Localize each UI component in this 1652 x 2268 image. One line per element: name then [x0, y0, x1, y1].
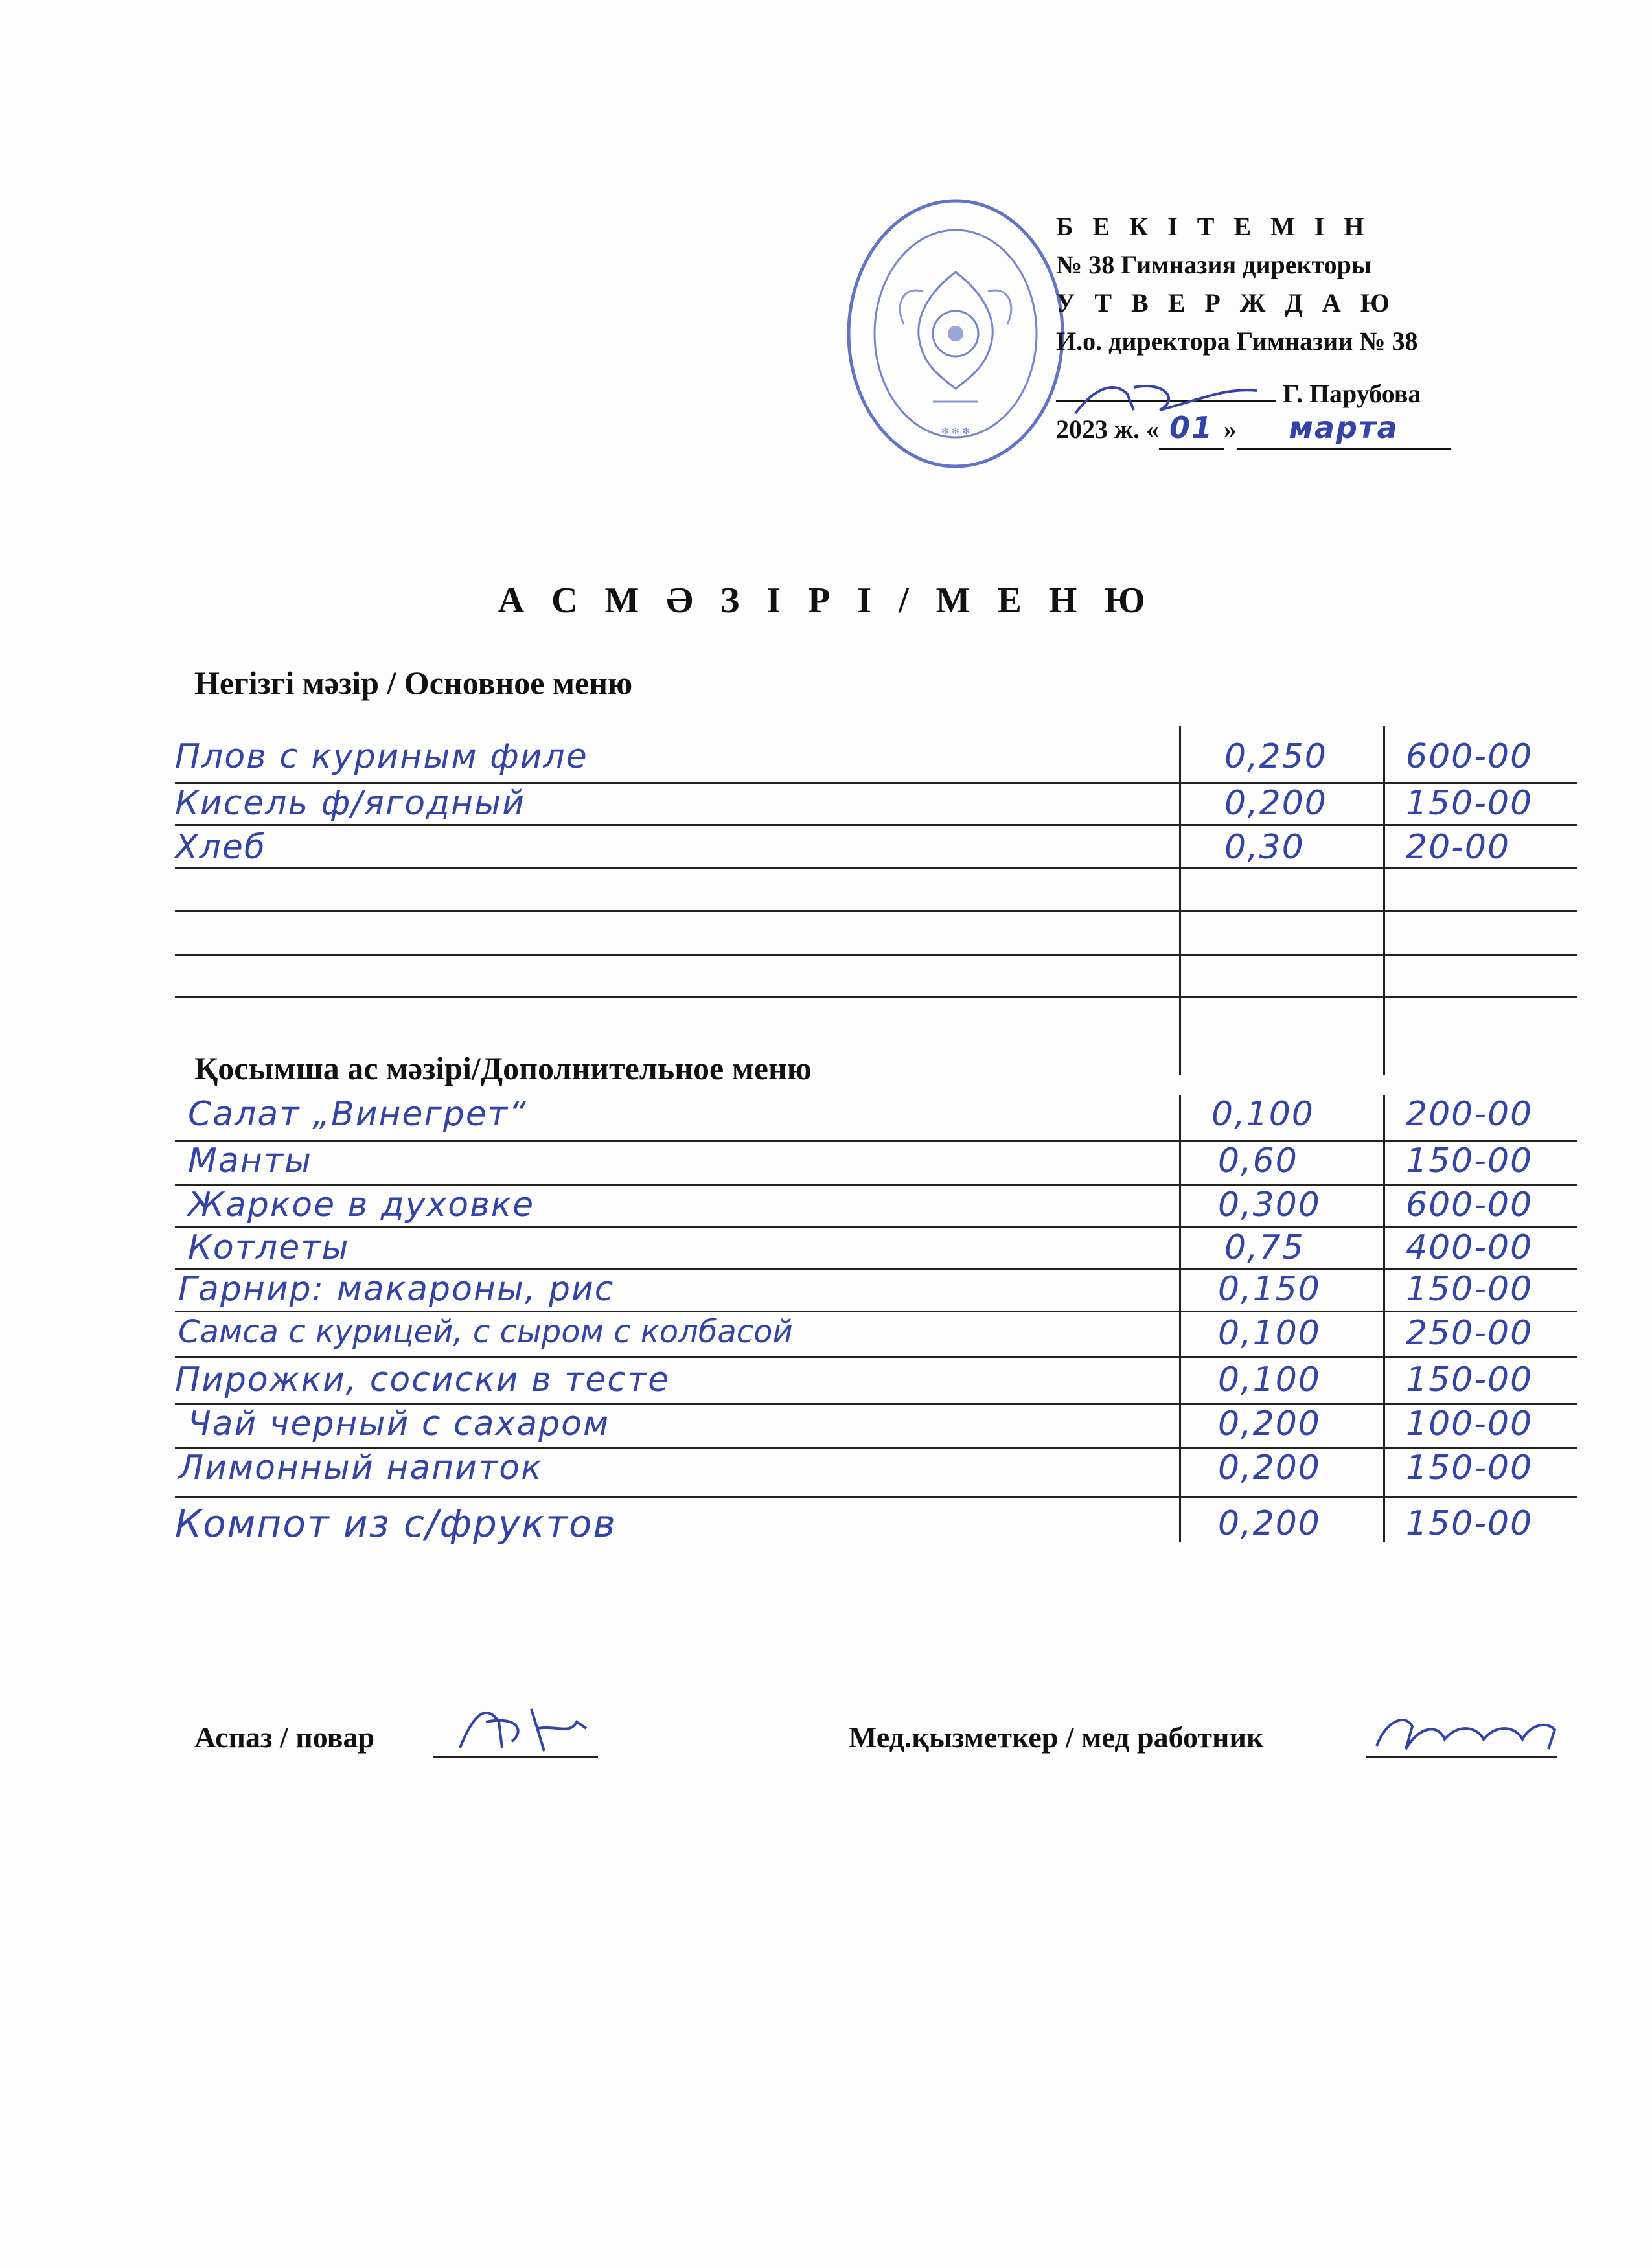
signer-name: Г. Парубова	[1283, 379, 1421, 408]
row-rule	[175, 996, 1577, 998]
director-signature-line	[1056, 400, 1276, 402]
approval-kz-position: № 38 Гимназия директоры	[1056, 250, 1372, 279]
medic-label: Мед.қызметкер / мед работник	[849, 1721, 1264, 1754]
row-rule	[175, 1311, 1577, 1312]
main-column-divider-1	[1179, 726, 1181, 1075]
date-day: 01	[1169, 410, 1214, 445]
extra-item-weight: 0,100	[1218, 1360, 1321, 1399]
medic-signature	[1367, 1701, 1561, 1759]
main-item-price: 600-00	[1406, 737, 1533, 776]
extra-column-divider-1	[1179, 1095, 1181, 1542]
approval-kz-heading: Б Е К І Т Е М І Н	[1056, 212, 1371, 241]
extra-item-weight: 0,300	[1218, 1186, 1321, 1224]
main-item-price: 20-00	[1406, 828, 1511, 867]
main-item-weight: 0,30	[1224, 828, 1305, 867]
menu-title: А С М Ә З І Р І / М Е Н Ю	[498, 580, 1154, 621]
main-column-divider-2	[1383, 726, 1385, 1075]
extra-item-name: Жаркое в духовке	[188, 1186, 535, 1224]
extra-item-name: Гарнир: макароны, рис	[178, 1270, 615, 1309]
row-rule	[175, 824, 1577, 826]
row-rule	[175, 1140, 1577, 1142]
extra-item-price: 100-00	[1406, 1404, 1533, 1443]
row-rule	[175, 1356, 1577, 1358]
extra-item-weight: 0,200	[1218, 1504, 1321, 1543]
extra-item-price: 200-00	[1406, 1095, 1533, 1134]
approval-ru-position: И.о. директора Гимназии № 38	[1056, 326, 1418, 356]
extra-item-price: 150-00	[1406, 1141, 1533, 1180]
extra-item-name: Манты	[188, 1141, 313, 1180]
row-rule	[175, 867, 1577, 869]
extra-item-name: Пирожки, сосиски в тесте	[175, 1360, 671, 1399]
date-mid: »	[1224, 415, 1237, 444]
approval-ru-heading: У Т В Е Р Ж Д А Ю	[1056, 288, 1396, 317]
extra-item-name: Котлеты	[188, 1228, 350, 1267]
row-rule	[175, 1496, 1577, 1498]
extra-item-price: 600-00	[1406, 1186, 1533, 1224]
row-rule	[175, 910, 1577, 912]
extra-item-price: 250-00	[1406, 1314, 1533, 1353]
extra-item-name: Самса с курицей, с сыром с колбасой	[178, 1314, 793, 1350]
extra-item-name: Чай черный с сахаром	[188, 1404, 610, 1443]
main-item-name: Плов с куриным филе	[175, 737, 588, 776]
main-item-name: Хлеб	[175, 828, 266, 867]
extra-item-price: 150-00	[1406, 1270, 1533, 1309]
extra-item-weight: 0,100	[1218, 1314, 1321, 1353]
row-rule	[175, 1226, 1577, 1228]
cook-label: Аспаз / повар	[194, 1721, 375, 1754]
official-stamp	[842, 194, 1069, 473]
director-signature	[1069, 374, 1263, 426]
main-item-price: 150-00	[1406, 784, 1533, 823]
cook-signature	[447, 1696, 609, 1758]
extra-item-weight: 0,200	[1218, 1449, 1321, 1487]
extra-item-price: 150-00	[1406, 1360, 1533, 1399]
date-month: марта	[1289, 410, 1399, 445]
main-section-title: Негізгі мәзір / Основное меню	[194, 665, 633, 701]
extra-item-price: 400-00	[1406, 1228, 1533, 1267]
svg-text:✻ ✻ ✻: ✻ ✻ ✻	[941, 426, 970, 437]
extra-item-price: 150-00	[1406, 1504, 1533, 1543]
row-rule	[175, 954, 1577, 956]
extra-column-divider-2	[1383, 1095, 1385, 1542]
main-item-name: Кисель ф/ягодный	[175, 784, 525, 823]
extra-item-weight: 0,200	[1218, 1404, 1321, 1443]
extra-item-name: Салат „Винегрет“	[188, 1095, 528, 1134]
extra-item-weight: 0,60	[1218, 1141, 1298, 1180]
extra-item-weight: 0,100	[1211, 1095, 1314, 1134]
approval-block	[1056, 207, 1451, 450]
extra-item-name: Компот из с/фруктов	[175, 1502, 617, 1546]
date-prefix: 2023 ж. «	[1056, 415, 1160, 444]
main-item-weight: 0,200	[1224, 784, 1327, 823]
extra-item-weight: 0,150	[1218, 1270, 1321, 1309]
extra-item-price: 150-00	[1406, 1449, 1533, 1487]
extra-item-name: Лимонный напиток	[178, 1449, 543, 1487]
main-item-weight: 0,250	[1224, 737, 1327, 776]
extra-item-weight: 0,75	[1224, 1228, 1305, 1267]
extra-section-title: Қосымша ас мәзірі/Дополнительное меню	[194, 1050, 812, 1086]
